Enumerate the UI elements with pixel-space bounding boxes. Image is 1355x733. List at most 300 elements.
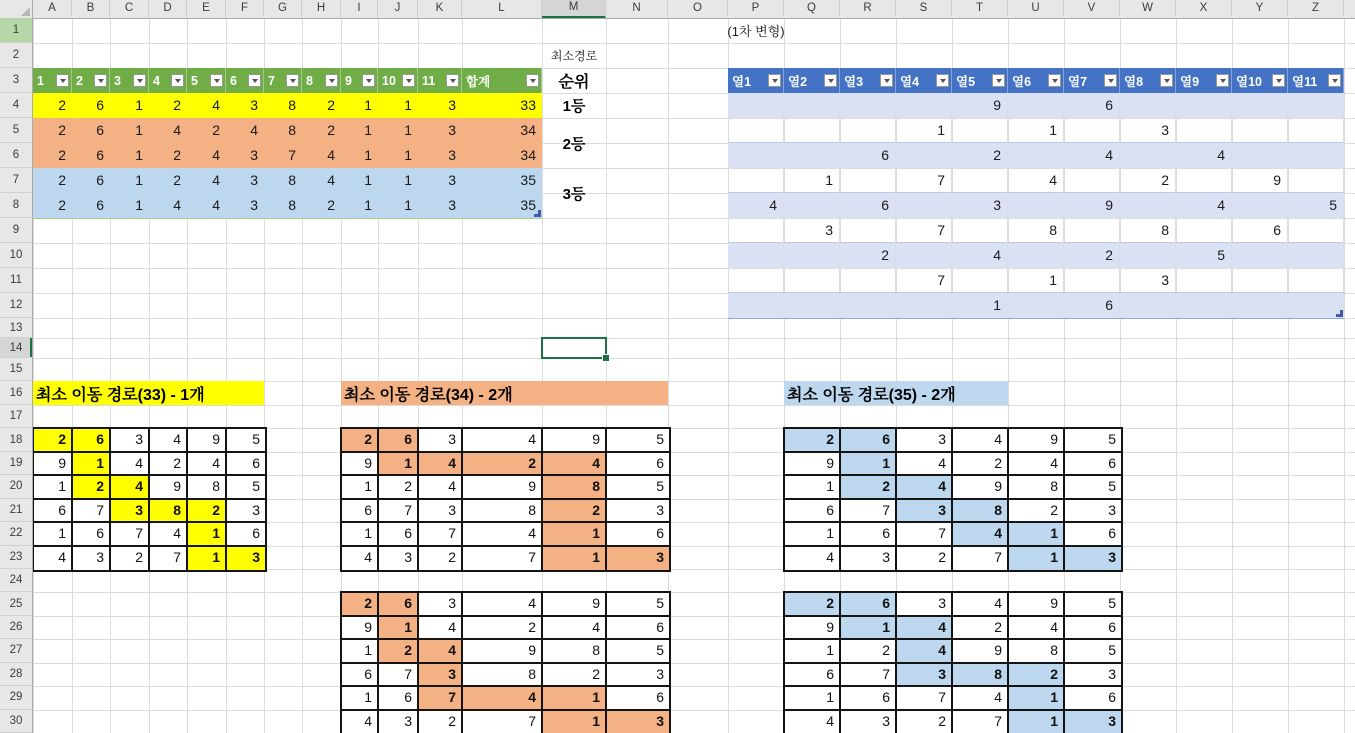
matrix-cell[interactable]: 2 bbox=[379, 640, 419, 663]
cell[interactable] bbox=[1176, 293, 1232, 318]
cell[interactable]: 6 bbox=[72, 93, 110, 118]
filter-dropdown[interactable] bbox=[446, 74, 459, 87]
column-header-E[interactable]: E bbox=[187, 0, 226, 17]
table-header-열9[interactable] bbox=[1176, 68, 1232, 93]
matrix-cell[interactable]: 7 bbox=[150, 547, 188, 570]
column-header-J[interactable]: J bbox=[378, 0, 418, 17]
selected-cell-outline[interactable] bbox=[541, 337, 607, 359]
matrix-cell[interactable]: 1 bbox=[342, 640, 379, 663]
matrix-cell[interactable]: 5 bbox=[1065, 640, 1121, 663]
cell[interactable] bbox=[896, 293, 952, 318]
cell[interactable] bbox=[1064, 118, 1120, 143]
matrix-cell[interactable]: 4 bbox=[463, 523, 543, 546]
matrix-cell[interactable]: 3 bbox=[897, 429, 953, 452]
cell[interactable]: 4 bbox=[226, 118, 264, 143]
row-header-28[interactable]: 28 bbox=[0, 663, 32, 686]
matrix-cell[interactable]: 4 bbox=[463, 429, 543, 452]
cell[interactable]: 8 bbox=[264, 168, 302, 193]
matrix-cell[interactable]: 7 bbox=[897, 687, 953, 710]
matrix-cell[interactable]: 4 bbox=[953, 593, 1009, 616]
matrix-cell[interactable]: 6 bbox=[342, 664, 379, 687]
column-header-P[interactable]: P bbox=[728, 0, 784, 17]
table-header-1[interactable] bbox=[33, 68, 72, 93]
cell[interactable]: 1 bbox=[378, 193, 418, 218]
cell[interactable]: 2 bbox=[149, 93, 187, 118]
cell[interactable]: 3 bbox=[952, 193, 1008, 218]
matrix-cell[interactable]: 9 bbox=[543, 429, 607, 452]
cell[interactable]: 1 bbox=[378, 143, 418, 168]
matrix-cell[interactable]: 3 bbox=[607, 500, 669, 523]
filter-dropdown[interactable] bbox=[325, 74, 338, 87]
matrix-cell[interactable]: 8 bbox=[463, 500, 543, 523]
table-header-열11[interactable] bbox=[1288, 68, 1344, 93]
cell[interactable] bbox=[1176, 218, 1232, 243]
matrix-cell[interactable]: 4 bbox=[463, 687, 543, 710]
matrix-cell[interactable]: 6 bbox=[607, 687, 669, 710]
matrix-cell[interactable]: 5 bbox=[1065, 429, 1121, 452]
matrix-cell[interactable]: 7 bbox=[73, 500, 111, 523]
cell[interactable] bbox=[728, 143, 784, 168]
matrix-cell[interactable]: 3 bbox=[419, 500, 463, 523]
table-header-열2[interactable] bbox=[784, 68, 840, 93]
cell[interactable] bbox=[1176, 118, 1232, 143]
cell[interactable]: 3 bbox=[226, 193, 264, 218]
column-header-C[interactable]: C bbox=[110, 0, 149, 17]
cell[interactable] bbox=[1288, 168, 1344, 193]
matrix-cell[interactable]: 6 bbox=[379, 593, 419, 616]
cell[interactable] bbox=[1064, 168, 1120, 193]
column-header-G[interactable]: G bbox=[264, 0, 302, 17]
cell[interactable]: 1 bbox=[110, 93, 149, 118]
column-header-O[interactable]: O bbox=[668, 0, 728, 17]
matrix-cell[interactable]: 4 bbox=[543, 453, 607, 476]
cell[interactable]: 34 bbox=[462, 118, 542, 143]
table-resize-handle[interactable] bbox=[1336, 310, 1343, 317]
table-header-열4[interactable] bbox=[896, 68, 952, 93]
cell[interactable] bbox=[1120, 243, 1176, 268]
cell[interactable]: 1 bbox=[110, 168, 149, 193]
table-header-7[interactable] bbox=[264, 68, 302, 93]
filter-dropdown[interactable] bbox=[880, 74, 893, 87]
cell[interactable] bbox=[1232, 268, 1288, 293]
filter-dropdown[interactable] bbox=[936, 74, 949, 87]
matrix-cell[interactable]: 6 bbox=[785, 500, 841, 523]
cell[interactable] bbox=[896, 143, 952, 168]
row-header-21[interactable]: 21 bbox=[0, 499, 32, 522]
matrix-cell[interactable]: 2 bbox=[1009, 500, 1065, 523]
cell[interactable]: 2 bbox=[33, 168, 72, 193]
matrix-cell[interactable]: 4 bbox=[419, 617, 463, 640]
cell[interactable]: 4 bbox=[187, 143, 226, 168]
cell[interactable] bbox=[1008, 193, 1064, 218]
matrix-cell[interactable]: 2 bbox=[953, 453, 1009, 476]
cell[interactable]: 6 bbox=[1064, 293, 1120, 318]
matrix-cell[interactable]: 4 bbox=[419, 640, 463, 663]
column-header-W[interactable]: W bbox=[1120, 0, 1176, 17]
cell[interactable] bbox=[1008, 143, 1064, 168]
matrix-cell[interactable]: 6 bbox=[1065, 617, 1121, 640]
matrix-cell[interactable]: 2 bbox=[342, 429, 379, 452]
cell[interactable] bbox=[1176, 93, 1232, 118]
matrix-cell[interactable]: 4 bbox=[111, 453, 150, 476]
cell[interactable]: 3 bbox=[418, 93, 462, 118]
table-header-열7[interactable] bbox=[1064, 68, 1120, 93]
matrix-cell[interactable]: 8 bbox=[953, 500, 1009, 523]
table-header-10[interactable] bbox=[378, 68, 418, 93]
cell[interactable]: 1 bbox=[784, 168, 840, 193]
matrix-cell[interactable]: 6 bbox=[34, 500, 73, 523]
matrix-cell[interactable]: 4 bbox=[953, 687, 1009, 710]
matrix-cell[interactable]: 4 bbox=[785, 711, 841, 733]
cell[interactable] bbox=[1008, 243, 1064, 268]
column-header-N[interactable]: N bbox=[606, 0, 668, 17]
cell[interactable]: 4 bbox=[1064, 143, 1120, 168]
cell[interactable] bbox=[1176, 268, 1232, 293]
matrix-cell[interactable]: 2 bbox=[897, 547, 953, 570]
filter-dropdown[interactable] bbox=[402, 74, 415, 87]
row-header-18[interactable]: 18 bbox=[0, 428, 32, 451]
matrix-cell[interactable]: 5 bbox=[607, 476, 669, 499]
table-header-열10[interactable] bbox=[1232, 68, 1288, 93]
matrix-cell[interactable]: 3 bbox=[111, 500, 150, 523]
cell[interactable] bbox=[840, 218, 896, 243]
table-resize-handle[interactable] bbox=[534, 210, 541, 217]
cell[interactable]: 6 bbox=[1064, 93, 1120, 118]
cell[interactable] bbox=[952, 168, 1008, 193]
matrix-cell[interactable]: 7 bbox=[379, 500, 419, 523]
matrix-cell[interactable]: 7 bbox=[953, 711, 1009, 733]
matrix-cell[interactable]: 2 bbox=[1009, 664, 1065, 687]
matrix-cell[interactable]: 9 bbox=[34, 453, 73, 476]
cell[interactable]: 4 bbox=[1176, 193, 1232, 218]
matrix-cell[interactable]: 3 bbox=[419, 664, 463, 687]
cell[interactable]: 3 bbox=[1120, 118, 1176, 143]
cell[interactable] bbox=[728, 218, 784, 243]
row-header-25[interactable]: 25 bbox=[0, 592, 32, 615]
row-header-26[interactable]: 26 bbox=[0, 616, 32, 639]
matrix-cell[interactable]: 4 bbox=[111, 476, 150, 499]
filter-dropdown[interactable] bbox=[94, 74, 107, 87]
cell[interactable] bbox=[784, 293, 840, 318]
select-all-corner[interactable] bbox=[0, 0, 33, 18]
table-header-열3[interactable] bbox=[840, 68, 896, 93]
cell[interactable]: 3 bbox=[226, 168, 264, 193]
filter-dropdown[interactable] bbox=[1328, 74, 1341, 87]
cell[interactable] bbox=[1288, 218, 1344, 243]
matrix-cell[interactable]: 5 bbox=[607, 593, 669, 616]
column-header-U[interactable]: U bbox=[1008, 0, 1064, 17]
table-header-9[interactable] bbox=[341, 68, 378, 93]
matrix-cell[interactable]: 1 bbox=[543, 711, 607, 733]
cell[interactable]: 3 bbox=[784, 218, 840, 243]
matrix-cell[interactable]: 2 bbox=[188, 500, 227, 523]
cell[interactable]: 4 bbox=[302, 143, 341, 168]
row-header-24[interactable]: 24 bbox=[0, 569, 32, 592]
matrix-cell[interactable]: 9 bbox=[1009, 593, 1065, 616]
matrix-cell[interactable]: 2 bbox=[785, 593, 841, 616]
table-header-열5[interactable] bbox=[952, 68, 1008, 93]
cell[interactable]: 8 bbox=[264, 118, 302, 143]
matrix-cell[interactable]: 3 bbox=[897, 593, 953, 616]
matrix-cell[interactable]: 3 bbox=[379, 711, 419, 733]
matrix-cell[interactable]: 7 bbox=[953, 547, 1009, 570]
cell[interactable]: 2 bbox=[187, 118, 226, 143]
matrix-cell[interactable]: 1 bbox=[73, 453, 111, 476]
matrix-cell[interactable]: 6 bbox=[1065, 523, 1121, 546]
cell[interactable]: 6 bbox=[72, 193, 110, 218]
matrix-cell[interactable]: 2 bbox=[785, 429, 841, 452]
matrix-cell[interactable]: 7 bbox=[379, 664, 419, 687]
column-header-H[interactable]: H bbox=[302, 0, 341, 17]
cell[interactable] bbox=[1288, 93, 1344, 118]
matrix-cell[interactable]: 2 bbox=[419, 711, 463, 733]
cell[interactable]: 1 bbox=[110, 193, 149, 218]
matrix-cell[interactable]: 6 bbox=[607, 617, 669, 640]
matrix-cell[interactable]: 2 bbox=[463, 617, 543, 640]
matrix-cell[interactable]: 5 bbox=[227, 476, 265, 499]
cell[interactable]: 35 bbox=[462, 193, 542, 218]
matrix-cell[interactable]: 7 bbox=[419, 523, 463, 546]
cell[interactable]: 5 bbox=[1288, 193, 1344, 218]
cell[interactable]: 34 bbox=[462, 143, 542, 168]
cell[interactable]: 5 bbox=[1176, 243, 1232, 268]
cell[interactable]: 7 bbox=[264, 143, 302, 168]
cell[interactable] bbox=[952, 118, 1008, 143]
cell[interactable] bbox=[1064, 218, 1120, 243]
cell[interactable]: 35 bbox=[462, 168, 542, 193]
filter-dropdown[interactable] bbox=[992, 74, 1005, 87]
cell[interactable]: 4 bbox=[149, 193, 187, 218]
filter-dropdown[interactable] bbox=[56, 74, 69, 87]
matrix-cell[interactable]: 2 bbox=[897, 711, 953, 733]
matrix-cell[interactable]: 4 bbox=[150, 429, 188, 452]
column-header-D[interactable]: D bbox=[149, 0, 187, 17]
matrix-cell[interactable]: 9 bbox=[785, 453, 841, 476]
row-header-19[interactable]: 19 bbox=[0, 452, 32, 475]
matrix-cell[interactable]: 1 bbox=[841, 453, 897, 476]
matrix-cell[interactable]: 7 bbox=[841, 500, 897, 523]
cell[interactable]: 6 bbox=[840, 143, 896, 168]
matrix-cell[interactable]: 1 bbox=[543, 523, 607, 546]
cell[interactable]: 1 bbox=[110, 143, 149, 168]
cell[interactable] bbox=[1232, 243, 1288, 268]
matrix-cell[interactable]: 1 bbox=[785, 476, 841, 499]
matrix-cell[interactable]: 4 bbox=[419, 453, 463, 476]
matrix-cell[interactable]: 9 bbox=[463, 640, 543, 663]
cell[interactable]: 3 bbox=[1120, 268, 1176, 293]
table-header-2[interactable] bbox=[72, 68, 110, 93]
matrix-cell[interactable]: 3 bbox=[227, 500, 265, 523]
cell[interactable]: 6 bbox=[1232, 218, 1288, 243]
matrix-cell[interactable]: 6 bbox=[841, 523, 897, 546]
cell[interactable]: 2 bbox=[149, 143, 187, 168]
cell[interactable]: 4 bbox=[1176, 143, 1232, 168]
matrix-cell[interactable]: 6 bbox=[73, 429, 111, 452]
matrix-cell[interactable]: 4 bbox=[785, 547, 841, 570]
column-header-Q[interactable]: Q bbox=[784, 0, 840, 17]
column-header-M[interactable]: M bbox=[542, 0, 606, 18]
cell[interactable] bbox=[784, 143, 840, 168]
cell[interactable] bbox=[1232, 193, 1288, 218]
row-header-10[interactable]: 10 bbox=[0, 243, 32, 268]
column-header-X[interactable]: X bbox=[1176, 0, 1232, 17]
matrix-cell[interactable]: 3 bbox=[1065, 664, 1121, 687]
matrix-cell[interactable]: 9 bbox=[342, 617, 379, 640]
column-header-R[interactable]: R bbox=[840, 0, 896, 17]
cell[interactable]: 1 bbox=[341, 118, 378, 143]
row-header-20[interactable]: 20 bbox=[0, 475, 32, 498]
cell[interactable]: 4 bbox=[952, 243, 1008, 268]
matrix-cell[interactable]: 2 bbox=[342, 593, 379, 616]
matrix-cell[interactable]: 8 bbox=[188, 476, 227, 499]
matrix-cell[interactable]: 7 bbox=[111, 523, 150, 546]
cell[interactable]: 9 bbox=[1064, 193, 1120, 218]
matrix-cell[interactable]: 3 bbox=[1065, 500, 1121, 523]
matrix-cell[interactable]: 4 bbox=[953, 429, 1009, 452]
matrix-cell[interactable]: 4 bbox=[897, 453, 953, 476]
matrix-cell[interactable]: 3 bbox=[607, 547, 669, 570]
row-header-6[interactable]: 6 bbox=[0, 143, 32, 168]
filter-dropdown[interactable] bbox=[286, 74, 299, 87]
cell[interactable]: 1 bbox=[952, 293, 1008, 318]
matrix-cell[interactable]: 3 bbox=[607, 711, 669, 733]
cell[interactable] bbox=[728, 293, 784, 318]
column-header-Y[interactable]: Y bbox=[1232, 0, 1288, 17]
matrix-cell[interactable]: 1 bbox=[342, 476, 379, 499]
matrix-cell[interactable]: 6 bbox=[73, 523, 111, 546]
cell[interactable] bbox=[728, 118, 784, 143]
filter-dropdown[interactable] bbox=[362, 74, 375, 87]
matrix-cell[interactable]: 2 bbox=[34, 429, 73, 452]
matrix-cell[interactable]: 4 bbox=[188, 453, 227, 476]
filter-dropdown[interactable] bbox=[1216, 74, 1229, 87]
cell[interactable] bbox=[1288, 243, 1344, 268]
matrix-cell[interactable]: 8 bbox=[463, 664, 543, 687]
cell[interactable]: 4 bbox=[149, 118, 187, 143]
cell[interactable] bbox=[728, 268, 784, 293]
matrix-cell[interactable]: 1 bbox=[34, 476, 73, 499]
table-header-8[interactable] bbox=[302, 68, 341, 93]
filter-dropdown[interactable] bbox=[133, 74, 146, 87]
cell[interactable] bbox=[1176, 168, 1232, 193]
cell[interactable] bbox=[1232, 293, 1288, 318]
matrix-cell[interactable]: 5 bbox=[1065, 476, 1121, 499]
cell[interactable]: 1 bbox=[341, 193, 378, 218]
matrix-cell[interactable]: 1 bbox=[342, 523, 379, 546]
matrix-cell[interactable]: 1 bbox=[543, 547, 607, 570]
matrix-cell[interactable]: 2 bbox=[111, 547, 150, 570]
matrix-cell[interactable]: 9 bbox=[150, 476, 188, 499]
matrix-cell[interactable]: 7 bbox=[841, 664, 897, 687]
cell[interactable] bbox=[728, 243, 784, 268]
matrix-cell[interactable]: 6 bbox=[379, 687, 419, 710]
matrix-cell[interactable]: 1 bbox=[379, 453, 419, 476]
row-header-12[interactable]: 12 bbox=[0, 293, 32, 318]
cell[interactable]: 2 bbox=[302, 193, 341, 218]
cell[interactable]: 1 bbox=[341, 143, 378, 168]
column-header-I[interactable]: I bbox=[341, 0, 378, 17]
matrix-cell[interactable]: 9 bbox=[1009, 429, 1065, 452]
matrix-cell[interactable]: 4 bbox=[897, 617, 953, 640]
table-header-3[interactable] bbox=[110, 68, 149, 93]
column-header-V[interactable]: V bbox=[1064, 0, 1120, 17]
cell[interactable] bbox=[840, 93, 896, 118]
row-header-1[interactable]: 1 bbox=[0, 18, 32, 43]
table-header-열8[interactable] bbox=[1120, 68, 1176, 93]
matrix-cell[interactable]: 6 bbox=[1065, 453, 1121, 476]
cell[interactable]: 2 bbox=[952, 143, 1008, 168]
cell[interactable]: 3 bbox=[418, 168, 462, 193]
cell[interactable]: 4 bbox=[187, 193, 226, 218]
cell[interactable] bbox=[1288, 143, 1344, 168]
row-header-5[interactable]: 5 bbox=[0, 118, 32, 143]
matrix-cell[interactable]: 6 bbox=[227, 523, 265, 546]
matrix-cell[interactable]: 2 bbox=[463, 453, 543, 476]
matrix-cell[interactable]: 3 bbox=[1065, 711, 1121, 733]
matrix-cell[interactable]: 2 bbox=[543, 500, 607, 523]
matrix-cell[interactable]: 6 bbox=[841, 687, 897, 710]
cell[interactable] bbox=[896, 93, 952, 118]
matrix-cell[interactable]: 4 bbox=[342, 547, 379, 570]
cell[interactable] bbox=[784, 93, 840, 118]
cell[interactable] bbox=[896, 243, 952, 268]
row-header-15[interactable]: 15 bbox=[0, 358, 32, 381]
table-header-6[interactable] bbox=[226, 68, 264, 93]
row-header-7[interactable]: 7 bbox=[0, 168, 32, 193]
cell[interactable] bbox=[784, 118, 840, 143]
cell[interactable] bbox=[840, 168, 896, 193]
matrix-cell[interactable]: 2 bbox=[543, 664, 607, 687]
cell[interactable]: 7 bbox=[896, 168, 952, 193]
cell[interactable] bbox=[728, 168, 784, 193]
column-header-B[interactable]: B bbox=[72, 0, 110, 17]
matrix-cell[interactable]: 3 bbox=[419, 593, 463, 616]
matrix-cell[interactable]: 1 bbox=[785, 523, 841, 546]
row-header-23[interactable]: 23 bbox=[0, 546, 32, 569]
cell[interactable]: 6 bbox=[840, 193, 896, 218]
matrix-cell[interactable]: 2 bbox=[953, 617, 1009, 640]
matrix-cell[interactable]: 6 bbox=[342, 500, 379, 523]
cell[interactable]: 9 bbox=[1232, 168, 1288, 193]
cell[interactable]: 1 bbox=[378, 93, 418, 118]
matrix-cell[interactable]: 5 bbox=[227, 429, 265, 452]
cell[interactable] bbox=[784, 243, 840, 268]
matrix-cell[interactable]: 9 bbox=[953, 640, 1009, 663]
matrix-cell[interactable]: 1 bbox=[785, 687, 841, 710]
row-header-11[interactable]: 11 bbox=[0, 268, 32, 293]
matrix-cell[interactable]: 5 bbox=[607, 429, 669, 452]
cell[interactable]: 2 bbox=[302, 118, 341, 143]
matrix-cell[interactable]: 2 bbox=[379, 476, 419, 499]
matrix-cell[interactable]: 3 bbox=[841, 711, 897, 733]
column-header-F[interactable]: F bbox=[226, 0, 264, 17]
cell[interactable]: 2 bbox=[33, 118, 72, 143]
matrix-cell[interactable]: 9 bbox=[785, 617, 841, 640]
matrix-cell[interactable]: 6 bbox=[841, 429, 897, 452]
cell[interactable] bbox=[840, 293, 896, 318]
matrix-cell[interactable]: 1 bbox=[841, 617, 897, 640]
matrix-cell[interactable]: 2 bbox=[841, 640, 897, 663]
cell[interactable]: 7 bbox=[896, 268, 952, 293]
cell[interactable] bbox=[1120, 193, 1176, 218]
row-header-22[interactable]: 22 bbox=[0, 522, 32, 545]
cell[interactable] bbox=[840, 118, 896, 143]
matrix-cell[interactable]: 4 bbox=[897, 476, 953, 499]
cell[interactable]: 4 bbox=[187, 93, 226, 118]
matrix-cell[interactable]: 8 bbox=[543, 640, 607, 663]
cell[interactable]: 1 bbox=[378, 168, 418, 193]
cell[interactable] bbox=[1232, 143, 1288, 168]
